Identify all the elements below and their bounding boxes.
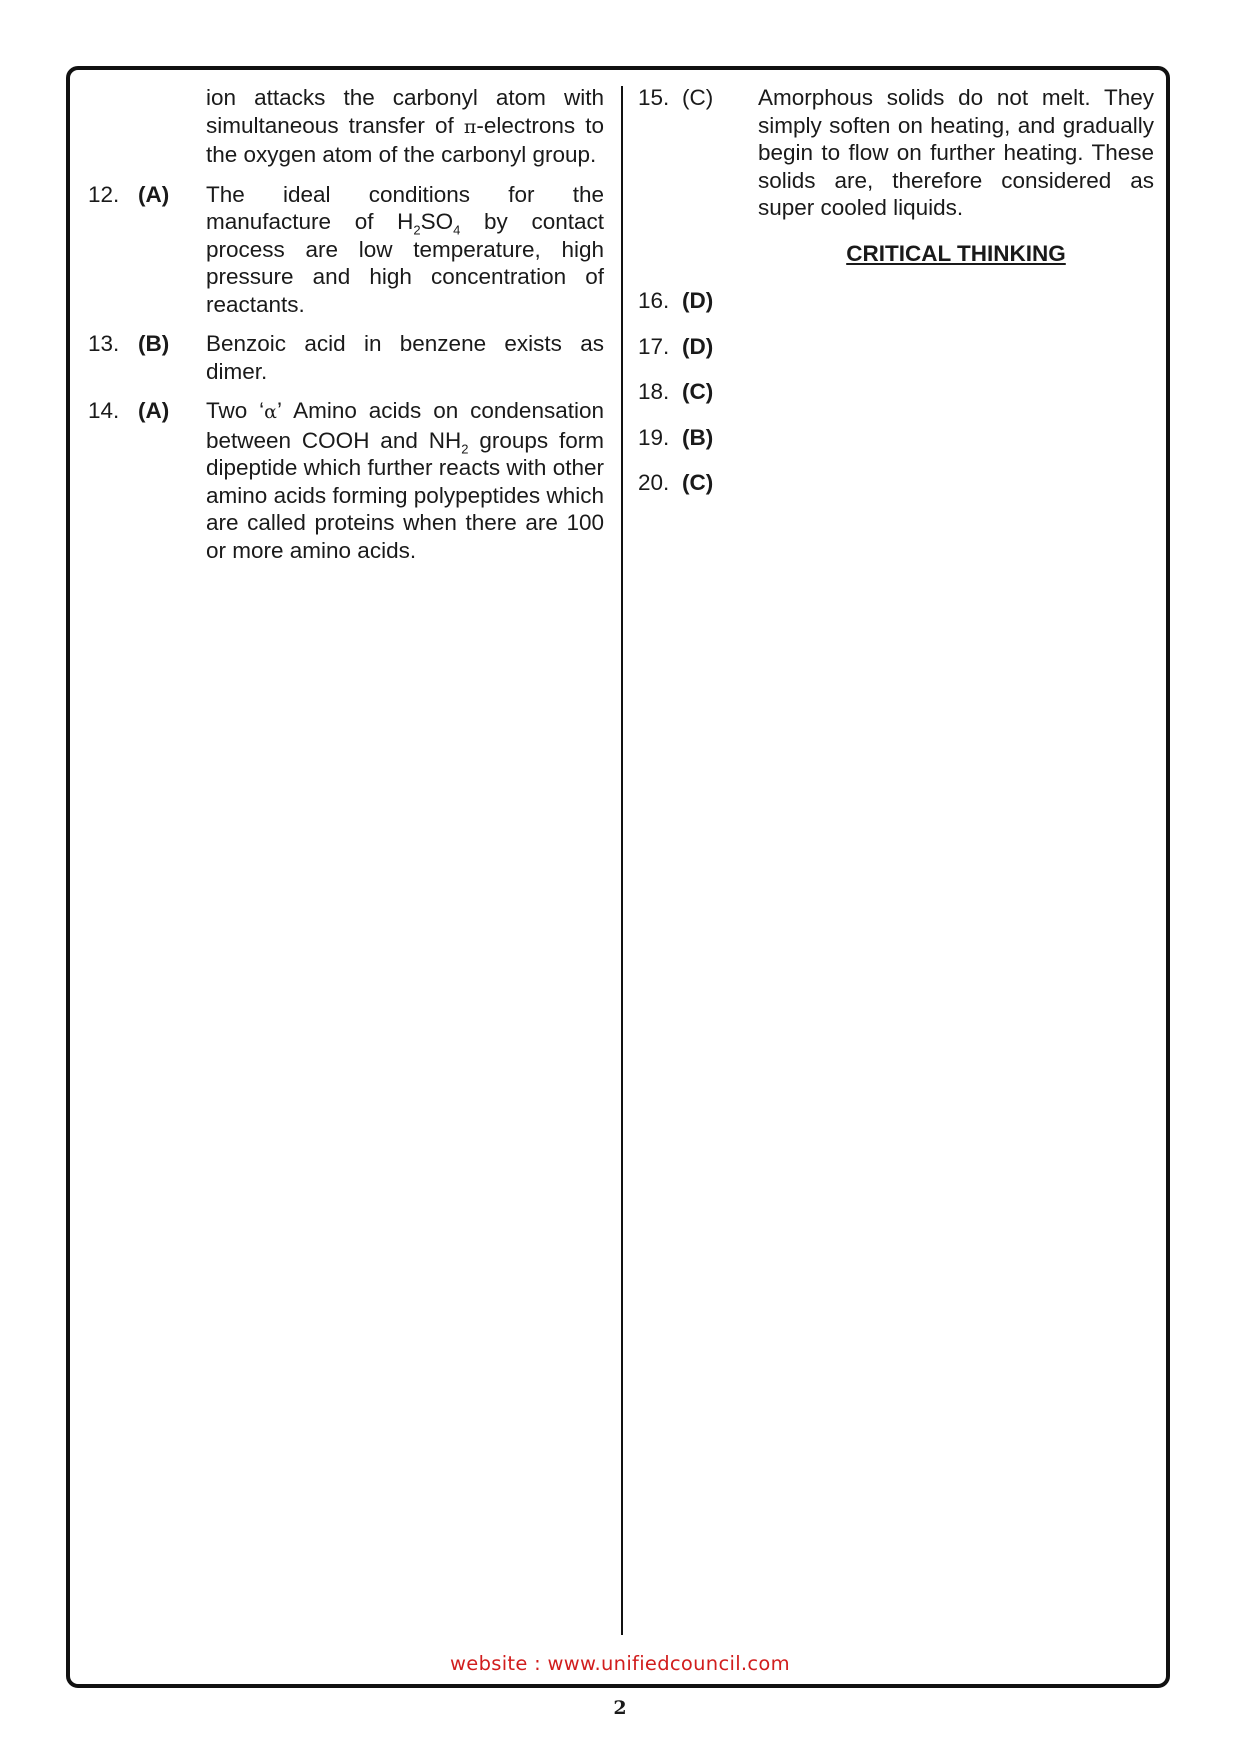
answer-item-16 (638, 287, 1154, 315)
question-number: 19. (638, 424, 670, 450)
answer-explanation: The ideal conditions for the manufacture of $H_2SO_4$ by contact process are low temperature, high pressure and high concentration of reactants. (206, 181, 604, 317)
question-number: 16. (638, 288, 670, 313)
answer-item-15 (638, 84, 1154, 222)
question-number: 12. (88, 181, 120, 207)
answer-item-12 (88, 181, 604, 319)
answer-explanation: Amorphous solids do not melt. They simply soften on heating, and gradually begin to flow on further heating. These solids are, therefore considered as super cooled liquids. (758, 85, 1154, 220)
answer-option: (A) (138, 398, 170, 423)
answer-option: (C) (682, 85, 714, 110)
question-number: 17. (638, 333, 670, 359)
left-column (88, 84, 604, 576)
answer-option: (D) (682, 288, 714, 313)
continued-answer-text: ion attacks the carbonyl atom with simultaneous transfer of π-electrons to the oxygen atom of the carbonyl group. (206, 85, 604, 167)
answer-item-18 (638, 378, 1154, 406)
answer-option: (C) (682, 379, 714, 404)
answer-item-14 (88, 397, 604, 564)
answer-item-19 (638, 424, 1154, 452)
question-number: 15. (638, 85, 670, 110)
column-divider (621, 86, 623, 1635)
answer-option: (A) (138, 181, 170, 207)
alpha-symbol: α (264, 401, 278, 423)
page-number: 2 (613, 1697, 627, 1719)
answer-item-17 (638, 333, 1154, 361)
answer-item-20 (638, 469, 1154, 497)
answer-option: (B) (682, 424, 714, 450)
question-number: 14. (88, 398, 120, 423)
answer-option: (B) (138, 331, 170, 356)
question-number: 20. (638, 470, 670, 495)
right-column (638, 84, 1154, 515)
answer-explanation: Two ‘α’ Amino acids on condensation between COOH and $NH_2$ groups form dipeptide which further reacts with other amino acids forming polypeptides which are called proteins when there are 100 or more amino acids. (206, 398, 604, 563)
answer-option: (C) (682, 470, 714, 495)
website-footer: website : www.unifiedcouncil.com (450, 1652, 790, 1675)
answer-option: (D) (682, 333, 714, 359)
question-number: 13. (88, 331, 120, 356)
pi-symbol: π (463, 115, 477, 138)
question-number: 18. (638, 379, 670, 404)
answer-explanation: Benzoic acid in benzene exists as dimer. (206, 331, 604, 384)
answer-item-13 (88, 330, 604, 385)
section-heading: CRITICAL THINKING (846, 240, 1066, 266)
